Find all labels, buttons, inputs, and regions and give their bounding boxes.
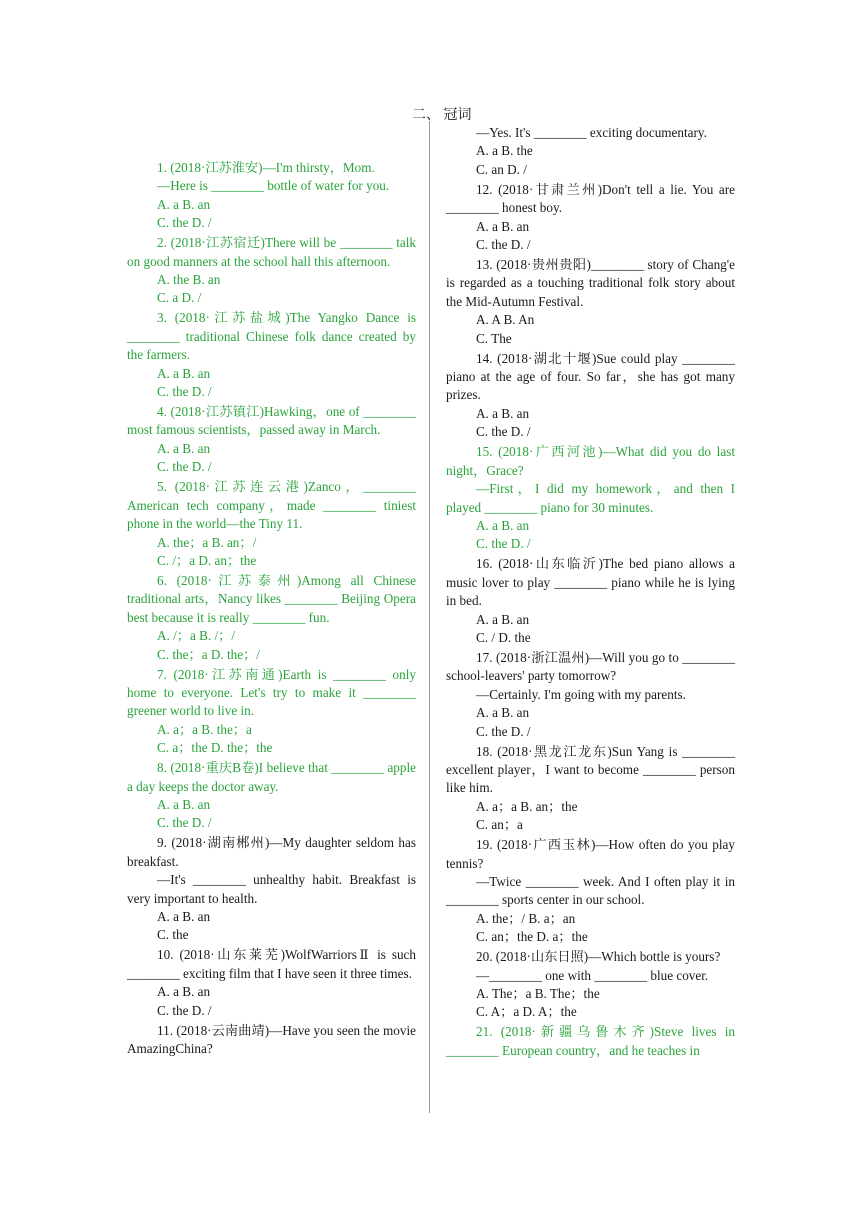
answer-options: A. a B. an [157, 365, 211, 381]
question-text [127, 666, 416, 721]
question-dialogue-line [446, 967, 735, 985]
question-item [127, 759, 416, 833]
question-text [446, 948, 735, 966]
question-item [446, 124, 735, 179]
question-item [127, 666, 416, 758]
question-number: 2. [157, 235, 167, 251]
question-line-text: (2018·贵州贵阳)________ story of Chang'e is regarded as a touching traditional folk story about the Mid-Autumn Festival. [446, 257, 736, 309]
question-item [446, 743, 735, 835]
question-text [446, 743, 735, 798]
question-item [127, 834, 416, 944]
question-number: 16. [476, 556, 493, 572]
question-line-text: (2018·黑龙江龙东)Sun Yang is ________ excellent player，I want to become ________ person like him. [446, 743, 736, 796]
question-number: 8. [157, 760, 167, 776]
question-line-text: (2018·江苏连云港)Zanco，________ American tech company，made ________ tiniest phone in the world—the Tiny 11. [127, 479, 417, 532]
column-divider [429, 121, 430, 1113]
answer-options: C. a D. / [157, 290, 202, 306]
answer-options: A. a B. an [476, 611, 530, 627]
question-text [446, 443, 735, 480]
answer-options: C. the D. / [157, 215, 212, 231]
answer-options: A. a B. an [157, 984, 211, 1000]
question-line-text: (2018·山东临沂)The bed piano allows a music lover to play ________ piano while he is lying in bed. [446, 556, 735, 609]
question-line-text: —First，I did my homework，and then I played ________ piano for 30 minutes. [446, 481, 735, 515]
question-item [127, 234, 416, 308]
question-item [127, 572, 416, 664]
question-line-text: —Twice ________ week. And I often play it in ________ sports center in our school. [446, 874, 735, 908]
answer-options: C. the；a D. the；/ [157, 646, 260, 662]
question-dialogue-line [446, 480, 735, 517]
question-number: 5. [157, 479, 167, 495]
question-line-text: (2018·江苏盐城)The Yangko Dance is ________ traditional Chinese folk dance created by the farmers. [127, 310, 417, 363]
question-number: 18. [476, 743, 493, 759]
question-text [446, 124, 735, 142]
question-line-text: (2018·江苏南通)Earth is ________ only home to everyone. Let's try to make it ________ greener world to live in. [127, 666, 416, 719]
question-text [127, 1022, 416, 1059]
answer-options: C. the [157, 927, 189, 943]
question-line-text: (2018·江苏淮安)—I'm thirsty，Mom. [170, 160, 375, 175]
question-number: 11. [157, 1022, 173, 1038]
question-text [446, 555, 735, 610]
question-number: 9. [157, 835, 167, 851]
answer-options: A. A B. An [476, 312, 535, 328]
question-text [127, 403, 416, 440]
question-text [446, 350, 735, 405]
question-line-text: (2018·新疆乌鲁木齐)Steve lives in ________ European country，and he teaches in [446, 1024, 736, 1058]
question-line-text: (2018·浙江温州)—Will you go to ________ school-leavers' party tomorrow? [446, 649, 736, 684]
question-number: 10. [157, 947, 174, 963]
question-line-text: (2018·江苏宿迁)There will be ________ talk on good manners at the school hall this afternoon. [127, 235, 417, 269]
answer-options: A. the；a B. an；/ [157, 534, 257, 550]
question-item [127, 403, 416, 477]
answer-options: A. a；a B. an；the [476, 798, 578, 814]
question-item [446, 181, 735, 255]
left-column [127, 159, 416, 1060]
question-item [446, 555, 735, 647]
answer-options: A. a B. an [476, 517, 530, 533]
question-line-text: (2018·山东日照)—Which bottle is yours? [495, 949, 721, 965]
question-number: 3. [157, 310, 167, 326]
answer-options: A. a B. an [476, 405, 530, 421]
question-item [446, 1023, 735, 1060]
answer-options: C. an；the D. a；the [476, 929, 588, 945]
answer-options: A. /；a B. /；/ [157, 628, 236, 644]
answer-options: C. an；a [476, 817, 523, 833]
question-item [127, 159, 416, 233]
answer-options: A. a B. an [157, 909, 211, 924]
answer-options: A. a；a B. the；a [157, 721, 252, 737]
question-number: 21. [476, 1024, 493, 1040]
question-text [127, 478, 416, 533]
question-text [446, 649, 735, 686]
answer-options: A. the B. an [157, 272, 221, 288]
question-item [127, 478, 416, 570]
question-item [446, 948, 735, 1022]
question-item [446, 836, 735, 946]
question-item [446, 649, 735, 741]
question-number: 15. [476, 444, 493, 460]
question-item [446, 350, 735, 442]
question-number: 4. [157, 404, 167, 420]
question-item [127, 309, 416, 401]
right-column [446, 124, 735, 1062]
question-line-text: (2018·山东莱芜)WolfWarriorsⅡ is such ________ exciting film that I have seen it three times. [127, 947, 417, 981]
question-text [127, 572, 416, 627]
question-line-text: (2018·重庆B卷)I believe that ________ apple a day keeps the doctor away. [127, 760, 416, 794]
question-dialogue-line [446, 873, 735, 910]
question-line-text: (2018·湖南郴州)—My daughter seldom has breakfast. [127, 835, 417, 869]
question-text [127, 946, 416, 983]
question-number: 14. [476, 350, 493, 366]
answer-options: C. the D. / [157, 459, 212, 475]
answer-options: A. a B. the [476, 143, 533, 159]
question-text [127, 159, 416, 177]
question-line-text: —________ one with ________ blue cover. [476, 967, 709, 983]
question-number: 19. [476, 837, 493, 853]
answer-options: C. the D. / [476, 237, 531, 253]
question-line-text: (2018·云南曲靖)—Have you seen the movie AmazingChina? [127, 1022, 416, 1057]
answer-options: A. a B. an [157, 196, 211, 212]
answer-options: C. A；a D. A；the [476, 1004, 577, 1020]
question-text [446, 1023, 735, 1060]
question-item [446, 256, 735, 348]
question-number: 6. [157, 572, 167, 588]
question-line-text: (2018·江苏镇江)Hawking，one of ________ most famous scientists，passed away in March. [127, 404, 417, 438]
question-text [446, 836, 735, 873]
answer-options: A. a B. an [476, 218, 530, 234]
answer-options: C. the D. / [476, 424, 531, 440]
question-line-text: (2018·湖北十堰)Sue could play ________ piano at the age of four. So far，she has got many prizes. [446, 350, 735, 403]
answer-options: A. a B. an [476, 705, 530, 721]
question-line-text: (2018·广西河池)—What did you do last night，Grace? [446, 444, 735, 478]
question-dialogue-line [127, 871, 416, 908]
answer-options: A. the；/ B. a；an [476, 910, 576, 926]
question-number: 17. [476, 649, 493, 665]
answer-options: C. the D. / [476, 536, 531, 552]
question-number: 13. [476, 257, 493, 273]
answer-options: C. /；a D. an；the [157, 552, 257, 568]
question-number: 12. [476, 181, 493, 197]
question-item [446, 443, 735, 553]
answer-options: C. the D. / [157, 384, 212, 400]
question-text [446, 256, 735, 311]
question-text [127, 309, 416, 364]
question-line-text: (2018·甘肃兰州)Don't tell a lie. You are ________ honest boy. [446, 181, 736, 216]
question-number: 20. [476, 949, 493, 965]
question-text [127, 234, 416, 271]
question-line-text: (2018·广西玉林)—How often do you play tennis? [446, 837, 735, 871]
question-number: 7. [157, 666, 167, 682]
answer-options: C. the D. / [157, 1002, 212, 1018]
question-number: 1. [157, 160, 167, 175]
answer-options: C. a；the D. the；the [157, 740, 273, 756]
answer-options: C. / D. the [476, 629, 531, 645]
answer-options: A. a B. an [157, 440, 211, 456]
answer-options: C. The [476, 330, 512, 346]
question-line-text: —Yes. It's ________ exciting documentary. [476, 125, 707, 140]
answer-options: C. an D. / [476, 161, 527, 177]
question-dialogue-line [446, 686, 735, 704]
question-text [127, 759, 416, 796]
question-item [127, 1022, 416, 1059]
question-line-text: —Certainly. I'm going with my parents. [476, 686, 686, 702]
question-text [446, 181, 735, 218]
question-line-text: —Here is ________ bottle of water for you. [157, 178, 390, 194]
question-dialogue-line [127, 177, 416, 195]
section-title: 二、 冠词 [412, 108, 472, 123]
answer-options: A. The；a B. The；the [476, 986, 600, 1002]
question-text [127, 834, 416, 871]
question-line-text: (2018·江苏泰州)Among all Chinese traditional arts，Nancy likes ________ Beijing Opera best because it is really ________ fun. [127, 572, 417, 625]
question-line-text: —It's ________ unhealthy habit. Breakfast is very important to health. [127, 872, 416, 906]
answer-options: A. a B. an [157, 796, 211, 812]
answer-options: C. the D. / [476, 723, 531, 739]
question-item [127, 946, 416, 1020]
answer-options: C. the D. / [157, 815, 212, 831]
